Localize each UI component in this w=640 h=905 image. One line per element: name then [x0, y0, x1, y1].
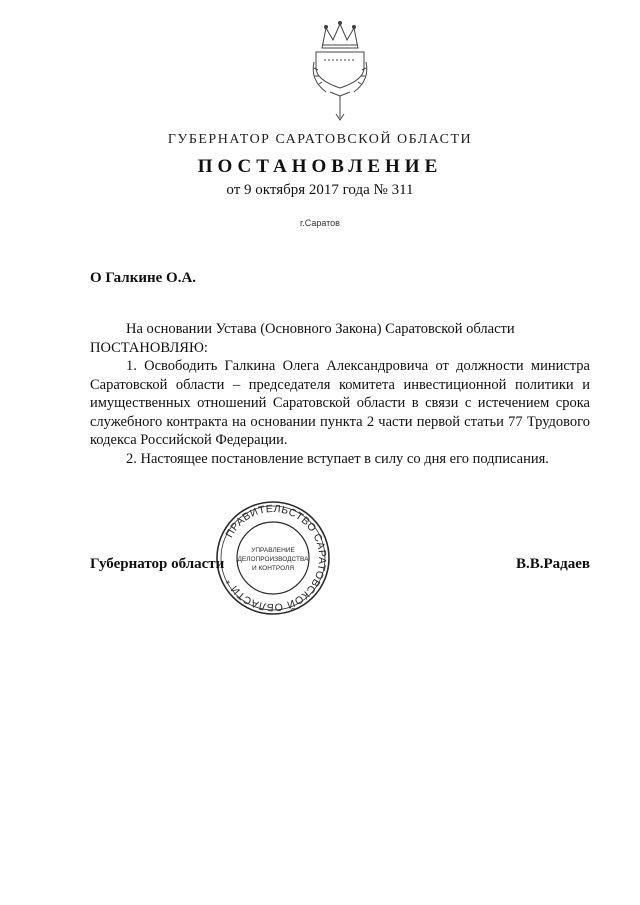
signatory-position: Губернатор области — [90, 556, 225, 572]
stamp-inner-line-3: И КОНТРОЛЯ — [251, 565, 295, 572]
document-type-title: ПОСТАНОВЛЕНИЕ — [197, 156, 443, 177]
decree-date-number: от 9 октября 2017 года № 311 — [226, 182, 414, 198]
signatory-name: В.В.Радаев — [515, 556, 590, 572]
decree-resolution-word: ПОСТАНОВЛЯЮ: — [90, 339, 208, 356]
issuing-authority: ГУБЕРНАТОР САРАТОВСКОЙ ОБЛАСТИ — [167, 132, 473, 147]
decree-subject: О Галкине О.А. — [90, 270, 197, 286]
decree-item-2: 2. Настоящее постановление вступает в силу со дня его подписания. — [126, 450, 549, 467]
preamble-line: На основании Устава (Основного Закона) Саратовской области — [126, 321, 515, 337]
official-stamp — [215, 500, 331, 616]
decree-body — [90, 320, 590, 468]
stamp-inner-line-1: УПРАВЛЕНИЕ — [251, 547, 295, 554]
stamp-outer-text: ПРАВИТЕЛЬСТВО САРАТОВСКОЙ ОБЛАСТИ * — [223, 502, 329, 614]
stamp-inner-line-2: ДЕЛОПРОИЗВОДСТВА — [237, 556, 309, 563]
coat-of-arms-emblem-icon — [300, 18, 380, 133]
decree-item-1: 1. Освободить Галкина Олега Александровича от должности министра Саратовской области – председателя комитета инвестиционной политики и имущественных отношений Саратовской области в связи с истечением срока служебного контракта на основании пункта 2 части первой статьи 77 Трудового кодекса Российской Федерации. — [90, 358, 590, 448]
city-name: г.Саратов — [300, 218, 340, 228]
